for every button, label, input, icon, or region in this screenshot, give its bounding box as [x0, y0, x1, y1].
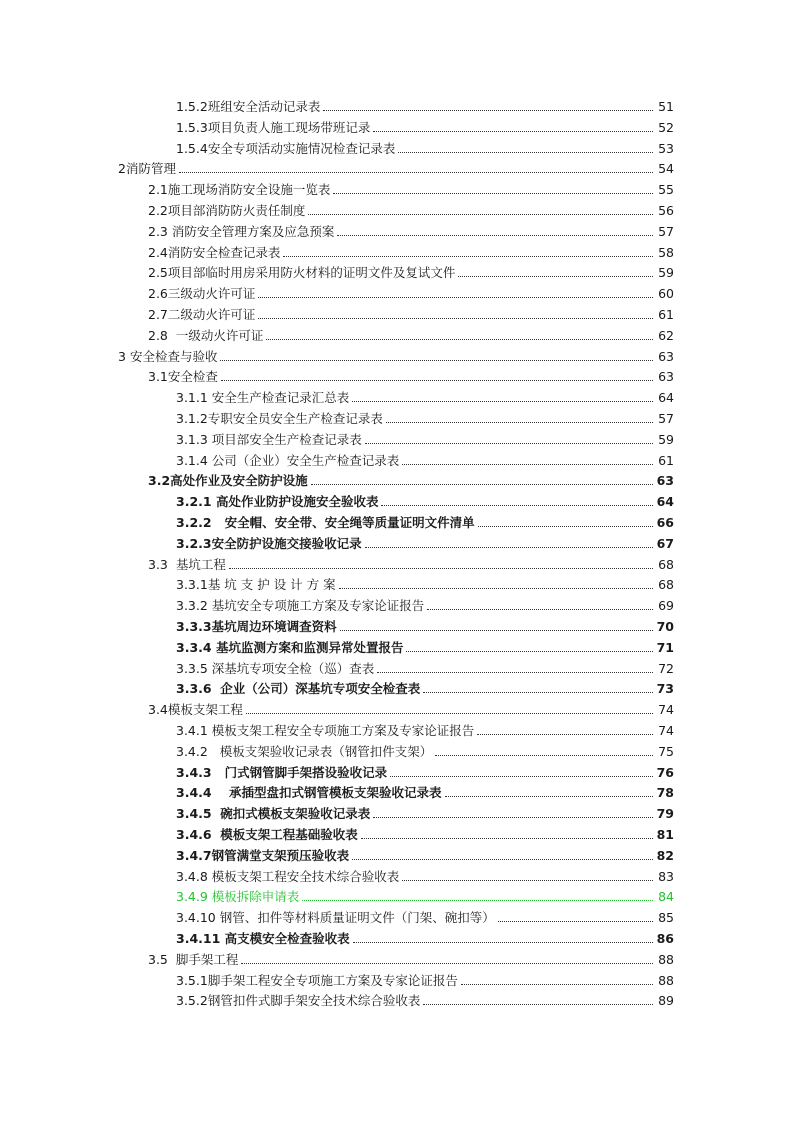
toc-entry-page-number: 63	[658, 369, 674, 385]
dot-leader	[221, 380, 653, 381]
toc-entry-title: 消防安全管理方案及应急预案	[171, 223, 335, 239]
toc-entry-number: 3.2.2	[176, 515, 225, 530]
toc-entry[interactable]	[176, 532, 674, 552]
toc-entry-number: 3.1	[148, 369, 168, 385]
toc-entry-page-number: 57	[658, 411, 674, 426]
dot-leader	[406, 651, 653, 652]
dot-leader	[373, 131, 653, 132]
toc-entry-number: 3.3.1	[176, 577, 208, 593]
toc-entry[interactable]	[176, 885, 674, 905]
toc-entry-number: 2	[118, 161, 126, 177]
toc-entry-number: 3.5	[148, 951, 176, 967]
toc-entry-number: 3.1.1	[176, 390, 212, 406]
dot-leader	[402, 880, 653, 881]
toc-entry[interactable]	[148, 948, 674, 968]
toc-entry-title: 深基坑专项安全检（巡）查表	[211, 660, 375, 676]
dot-leader	[323, 110, 653, 111]
toc-entry[interactable]	[176, 781, 674, 801]
toc-entry[interactable]	[148, 698, 674, 718]
toc-entry[interactable]	[176, 927, 674, 947]
toc-entry-title: 基 坑 支 护 设 计 方 案	[207, 577, 336, 593]
toc-entry-title: 碗扣式模板支架验收记录表	[220, 806, 371, 822]
dot-leader	[435, 755, 653, 756]
dot-leader	[339, 588, 653, 589]
toc-entry[interactable]	[176, 761, 674, 781]
toc-entry-page-number: 63	[658, 348, 674, 364]
toc-entry[interactable]	[176, 490, 674, 510]
dot-leader	[361, 838, 653, 839]
dot-leader	[337, 235, 653, 236]
dot-leader	[258, 318, 653, 319]
toc-entry[interactable]	[176, 386, 674, 406]
toc-entry-page-number: 82	[656, 847, 674, 863]
toc-entry-number: 2.4	[148, 244, 168, 260]
toc-entry-page-number: 60	[658, 286, 674, 302]
toc-entry-number: 3.1.4	[176, 452, 212, 468]
toc-entry-number: 3.3.5	[176, 660, 212, 676]
toc-entry-title: 安全生产检查记录汇总表	[211, 390, 350, 406]
toc-entry[interactable]	[148, 178, 674, 198]
toc-entry-number: 2.8	[148, 327, 176, 343]
toc-entry-page-number: 55	[658, 182, 674, 198]
toc-entry-page-number: 68	[658, 556, 674, 572]
toc-entry[interactable]	[176, 116, 674, 136]
toc-entry[interactable]	[148, 282, 674, 302]
toc-entry-number: 3.1.3	[176, 431, 212, 447]
dot-leader	[353, 942, 653, 943]
toc-entry-page-number: 71	[656, 639, 674, 655]
toc-entry-page-number: 74	[658, 702, 674, 718]
toc-entry-title: 脚手架工程安全专项施工方案及专家论证报告	[207, 972, 458, 988]
toc-entry[interactable]	[176, 95, 674, 115]
toc-entry-title: 一级动火许可证	[175, 327, 264, 343]
toc-entry-page-number: 70	[656, 619, 674, 634]
toc-entry-title: 钢管扣件式脚手架安全技术综合验收表	[207, 993, 421, 1009]
toc-entry[interactable]	[176, 573, 674, 593]
toc-entry-title: 基坑周边环境调查资料	[211, 619, 337, 634]
dot-leader	[220, 360, 653, 361]
toc-entry-title: 模板支架工程基础验收表	[220, 827, 358, 842]
toc-entry-title: 安全防护设施交接验收记录	[211, 535, 362, 551]
dot-leader	[241, 963, 653, 964]
toc-entry-title: 高处作业及安全防护设施	[170, 473, 308, 489]
toc-entry-number: 2.2	[148, 203, 168, 218]
toc-entry-title: 钢管满堂支架预压验收表	[211, 847, 350, 863]
toc-entry[interactable]	[176, 428, 674, 448]
toc-entry-number: 3.3.2	[176, 598, 212, 614]
toc-entry-number: 2.5	[148, 265, 168, 281]
dot-leader	[373, 817, 653, 818]
toc-entry-title: 模板支架验收记录表（钢管扣件支架）	[219, 743, 433, 759]
toc-entry-title: 项目部消防防火责任制度	[167, 203, 306, 218]
dot-leader	[461, 984, 653, 985]
toc-entry-page-number: 64	[656, 494, 674, 510]
toc-entry[interactable]	[148, 553, 674, 573]
toc-entry[interactable]	[148, 261, 674, 281]
dot-leader	[477, 734, 653, 735]
toc-entry[interactable]	[176, 719, 674, 739]
dot-leader	[302, 900, 653, 901]
toc-entry-title: 安全专项活动实施情况检查记录表	[207, 140, 396, 156]
toc-entry-page-number: 61	[658, 452, 674, 468]
toc-entry[interactable]	[148, 324, 674, 344]
dot-leader	[258, 297, 653, 298]
toc-entry-number: 3.1.2	[176, 411, 208, 426]
dot-leader	[229, 568, 653, 569]
dot-leader	[352, 401, 653, 402]
toc-entry-page-number: 81	[656, 827, 674, 842]
dot-leader	[340, 630, 653, 631]
toc-entry-title: 消防管理	[125, 161, 176, 177]
dot-leader	[478, 526, 653, 527]
toc-entry-page-number: 83	[658, 868, 674, 884]
toc-entry-title: 班组安全活动记录表	[207, 99, 321, 114]
toc-entry-page-number: 66	[656, 515, 674, 530]
toc-entry[interactable]	[176, 802, 674, 822]
toc-entry-page-number: 86	[656, 931, 674, 946]
toc-entry-page-number: 58	[658, 244, 674, 260]
toc-entry-number: 1.5.4	[176, 140, 208, 156]
toc-entry[interactable]	[176, 657, 674, 677]
toc-entry-title: 安全检查	[167, 369, 218, 385]
toc-entry-page-number: 62	[658, 327, 674, 343]
toc-entry-number: 2.3	[148, 223, 172, 239]
toc-entry-number: 3.4.1	[176, 723, 212, 738]
dot-leader	[266, 339, 653, 340]
toc-entry-page-number: 63	[656, 473, 674, 489]
toc-entry-number: 3.3.3	[176, 619, 212, 634]
dot-leader	[283, 256, 653, 257]
toc-entry-title: 模板支架工程	[167, 702, 243, 718]
toc-entry-number: 2.7	[148, 307, 168, 322]
toc-entry-number: 3.4.10	[176, 910, 220, 926]
toc-entry[interactable]	[176, 636, 674, 656]
toc-entry-number: 3.4.5	[176, 806, 221, 822]
toc-entry-number: 3.3	[148, 556, 176, 572]
toc-entry-title: 公司（企业）安全生产检查记录表	[211, 452, 400, 468]
toc-entry-number: 3.4.11	[176, 931, 225, 946]
toc-entry-page-number: 54	[658, 161, 674, 177]
dot-leader	[246, 713, 653, 714]
toc-entry-number: 1.5.3	[176, 119, 208, 135]
toc-entry-number: 3.3.4	[176, 639, 216, 655]
toc-entry[interactable]	[176, 594, 674, 614]
toc-entry[interactable]	[176, 449, 674, 469]
toc-entry[interactable]	[176, 740, 674, 760]
dot-leader	[498, 921, 653, 922]
toc-entry-title: 基坑工程	[175, 556, 226, 572]
dot-leader	[427, 609, 653, 610]
dot-leader	[308, 214, 653, 215]
toc-entry[interactable]	[148, 303, 674, 323]
toc-entry-page-number: 75	[658, 743, 674, 759]
toc-entry-title: 企业（公司）深基坑专项安全检查表	[220, 681, 421, 697]
toc-entry-page-number: 68	[658, 577, 674, 593]
toc-entry-page-number: 89	[658, 993, 674, 1009]
toc-entry[interactable]	[176, 407, 674, 427]
toc-entry[interactable]	[176, 989, 674, 1009]
toc-entry-title: 承插型盘扣式钢管模板支架验收记录表	[229, 785, 442, 801]
dot-leader	[423, 1004, 653, 1005]
toc-entry-page-number: 85	[658, 910, 674, 926]
toc-entry[interactable]	[176, 511, 674, 531]
dot-leader	[377, 672, 653, 673]
toc-entry-number: 3.4.9	[176, 889, 212, 905]
toc-entry[interactable]	[148, 220, 674, 240]
toc-entry-title: 基坑监测方案和监测异常处置报告	[215, 639, 404, 655]
toc-entry-page-number: 74	[658, 723, 674, 738]
toc-entry-page-number: 52	[658, 119, 674, 135]
toc-entry-page-number: 78	[656, 785, 674, 801]
toc-entry-number: 3.2	[148, 473, 171, 489]
dot-leader	[402, 464, 653, 465]
toc-entry-number: 3.4.3	[176, 764, 225, 780]
toc-entry-number: 3.5.2	[176, 993, 208, 1009]
toc-entry-title: 二级动火许可证	[167, 307, 256, 322]
toc-entry[interactable]	[176, 615, 674, 635]
toc-entry-page-number: 53	[658, 140, 674, 156]
toc-entry[interactable]	[176, 823, 674, 843]
toc-entry-page-number: 59	[658, 265, 674, 281]
dot-leader	[458, 276, 653, 277]
toc-entry-number: 3	[118, 348, 130, 364]
toc-entry-number: 3.2.3	[176, 535, 212, 551]
toc-entry-title: 模板支架工程安全专项施工方案及专家论证报告	[211, 723, 475, 738]
toc-entry-title: 三级动火许可证	[167, 286, 256, 302]
toc-entry-title: 模板支架工程安全技术综合验收表	[211, 868, 400, 884]
toc-entry[interactable]	[118, 157, 674, 177]
dot-leader	[352, 859, 653, 860]
toc-entry[interactable]	[176, 844, 674, 864]
dot-leader	[333, 193, 653, 194]
dot-leader	[398, 152, 653, 153]
toc-entry[interactable]	[118, 345, 674, 365]
dot-leader	[423, 692, 653, 693]
toc-entry-number: 3.4.4	[176, 785, 229, 801]
toc-entry-title: 门式钢管脚手架搭设验收记录	[224, 764, 388, 780]
toc-entry-title: 项目负责人施工现场带班记录	[207, 119, 371, 135]
toc-entry[interactable]	[148, 241, 674, 261]
toc-entry-number: 3.4.6	[176, 827, 221, 842]
toc-entry-title: 项目部临时用房采用防火材料的证明文件及复试文件	[167, 265, 456, 281]
toc-entry-title: 钢管、扣件等材料质量证明文件（门架、碗扣等）	[219, 910, 495, 926]
dot-leader	[386, 422, 653, 423]
toc-entry-number: 3.4.2	[176, 743, 220, 759]
toc-entry-number: 2.1	[148, 182, 168, 198]
toc-entry-page-number: 67	[656, 535, 674, 551]
toc-entry-title: 高支模安全检查验收表	[224, 931, 350, 946]
dot-leader	[390, 776, 653, 777]
toc-entry-title: 专职安全员安全生产检查记录表	[207, 411, 383, 426]
toc-entry[interactable]	[148, 199, 674, 219]
toc-entry-page-number: 57	[658, 223, 674, 239]
toc-entry-number: 2.6	[148, 286, 168, 302]
toc-entry-number: 3.2.1	[176, 494, 216, 510]
toc-entry[interactable]	[148, 365, 674, 385]
dot-leader	[311, 484, 653, 485]
toc-entry-page-number: 79	[656, 806, 674, 822]
dot-leader	[179, 172, 653, 173]
toc-entry-number: 1.5.2	[176, 99, 208, 114]
toc-entry-title: 消防安全检查记录表	[167, 244, 281, 260]
toc-entry-page-number: 88	[658, 972, 674, 988]
toc-entry[interactable]	[176, 906, 674, 926]
toc-entry[interactable]	[176, 137, 674, 157]
toc-entry-title: 高处作业防护设施安全验收表	[215, 494, 379, 510]
toc-entry-title: 模板拆除申请表	[211, 889, 300, 905]
dot-leader	[445, 796, 653, 797]
toc-entry-page-number: 88	[658, 951, 674, 967]
toc-entry-number: 3.5.1	[176, 972, 208, 988]
toc-entry-number: 3.3.6	[176, 681, 221, 697]
toc-entry-page-number: 61	[658, 307, 674, 322]
toc-entry-title: 脚手架工程	[175, 951, 239, 967]
toc-entry-page-number: 56	[658, 203, 674, 218]
dot-leader	[365, 443, 653, 444]
toc-entry-number: 3.4.8	[176, 868, 212, 884]
toc-entry-number: 3.4	[148, 702, 168, 718]
toc-entry-page-number: 84	[658, 889, 674, 905]
toc-entry-title: 安全检查与验收	[129, 348, 218, 364]
toc-entry[interactable]	[148, 469, 674, 489]
toc-entry-page-number: 51	[658, 99, 674, 114]
dot-leader	[365, 547, 653, 548]
toc-entry-title: 项目部安全生产检查记录表	[211, 431, 362, 447]
toc-entry-title: 安全帽、安全带、安全绳等质量证明文件清单	[224, 515, 475, 530]
toc-entry-title: 施工现场消防安全设施一览表	[167, 182, 331, 198]
toc-entry-page-number: 73	[656, 681, 674, 697]
toc-entry-number: 3.4.7	[176, 847, 212, 863]
toc-entry-page-number: 59	[658, 431, 674, 447]
toc-entry[interactable]	[176, 969, 674, 989]
toc-entry-page-number: 69	[658, 598, 674, 614]
toc-entry[interactable]	[176, 677, 674, 697]
dot-leader	[381, 505, 653, 506]
toc-entry-page-number: 76	[656, 764, 674, 780]
toc-entry-page-number: 64	[658, 390, 674, 406]
toc-entry[interactable]	[176, 865, 674, 885]
toc-entry-title: 基坑安全专项施工方案及专家论证报告	[211, 598, 425, 614]
toc-entry-page-number: 72	[658, 660, 674, 676]
